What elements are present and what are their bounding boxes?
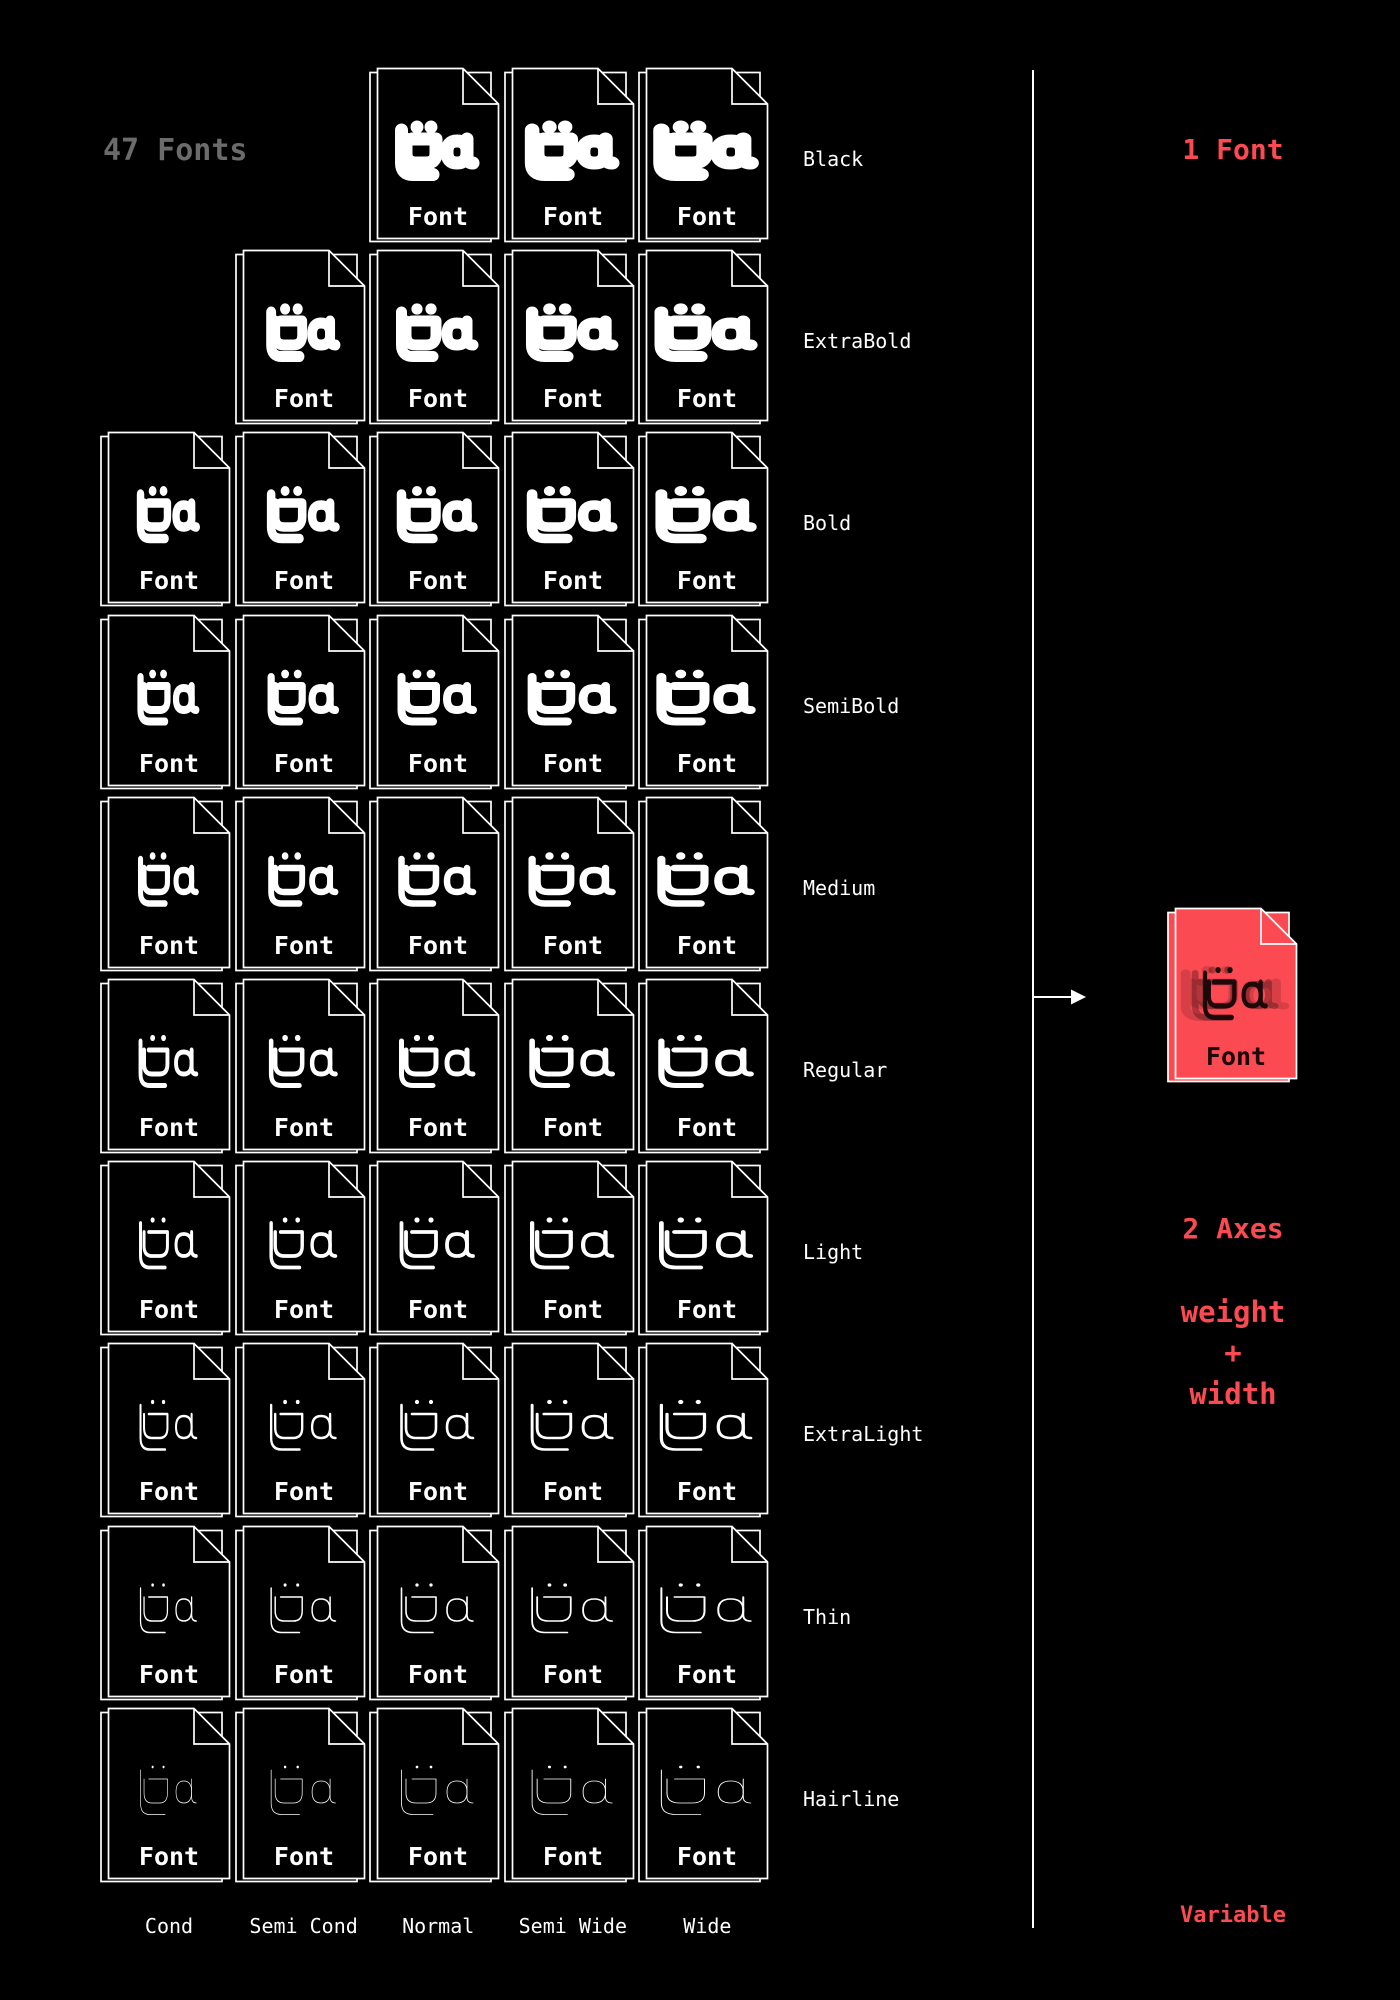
qaf-dot-1 (283, 1400, 287, 1404)
a-stem (605, 139, 612, 163)
font-file-bold-semi-wide (504, 431, 635, 607)
font-file-semibold-semi-cond (235, 614, 366, 790)
qaf-dot-1 (545, 852, 553, 859)
font-file-icon (638, 1342, 769, 1518)
file-label: Font (677, 1477, 738, 1507)
file-label: Font (408, 930, 469, 960)
weight-label-semibold: SemiBold (803, 693, 900, 718)
qaf-dot-2 (561, 852, 569, 859)
qaf-dot-2 (430, 1583, 433, 1586)
qaf-dot-2 (694, 852, 703, 859)
qaf-dot-1 (679, 1765, 682, 1768)
qaf-dot-2 (162, 1400, 165, 1404)
qaf-dot-1 (415, 1218, 420, 1223)
file-label: Font (273, 1477, 334, 1507)
qaf-dot-2 (563, 1583, 567, 1586)
font-file-icon (369, 1342, 500, 1518)
font-file-icon (369, 796, 500, 972)
qaf-dot-1 (416, 1765, 419, 1768)
font-file-icon (369, 614, 500, 790)
qaf-dot-1 (673, 121, 689, 134)
file-label: Font (138, 1295, 200, 1325)
file-label: Font (542, 1841, 603, 1871)
font-file-icon (638, 796, 769, 972)
file-label: Font (677, 930, 738, 960)
font-file-light-cond (100, 1160, 231, 1336)
a-stem (744, 321, 752, 345)
width-label-normal: Normal (402, 1914, 475, 1938)
weight-label-hairline: Hairline (803, 1786, 900, 1811)
weight-label-light: Light (803, 1240, 864, 1265)
font-file-semibold-normal (369, 614, 500, 790)
qaf-dot-1 (676, 669, 687, 678)
file-label: Font (542, 1113, 603, 1142)
font-file-icon (235, 614, 366, 790)
qaf-dot-2 (293, 669, 301, 678)
font-file-icon (100, 796, 231, 972)
qaf-dot-2 (296, 1765, 298, 1768)
file-label: Font (542, 566, 603, 596)
file-label: Font (408, 748, 469, 778)
file-label: Font (542, 202, 603, 231)
qaf-dot-2 (294, 852, 301, 859)
font-file-regular-semi-wide (504, 978, 635, 1154)
font-file-thin-semi-cond (235, 1525, 366, 1701)
font-file-icon (638, 431, 769, 607)
font-file-icon (235, 249, 366, 425)
font-file-medium-semi-cond (235, 796, 366, 972)
qaf-dot-2 (692, 486, 704, 496)
font-file-bold-semi-cond (235, 431, 366, 607)
font-file-icon (504, 431, 635, 607)
qaf-dot-1 (283, 1583, 286, 1586)
qaf-dot-2 (160, 486, 168, 496)
font-file-icon (100, 1160, 231, 1336)
font-file-icon (504, 1342, 635, 1518)
font-file-thin-normal (369, 1525, 500, 1701)
qaf-dot-1 (280, 304, 290, 315)
qaf-dot-1 (678, 1218, 684, 1223)
file-label: Font (542, 748, 603, 778)
qaf-dot-1 (679, 1583, 683, 1586)
font-file-icon (235, 978, 366, 1154)
qaf-dot-2 (427, 669, 436, 678)
qaf-dot-2 (692, 304, 706, 315)
font-file-black-normal (369, 67, 500, 243)
qaf-dot-2 (293, 486, 302, 496)
qaf-dot-2 (562, 1218, 568, 1223)
font-file-icon (369, 431, 500, 607)
file-label: Font (273, 566, 334, 596)
font-file-extralight-cond (100, 1342, 231, 1518)
font-file-black-semi-wide (504, 67, 635, 243)
font-file-icon (638, 249, 769, 425)
qaf-dot-2 (695, 1218, 701, 1223)
font-file-icon (235, 1525, 366, 1701)
qaf-dot-1 (546, 1035, 553, 1041)
file-label: Font (408, 1477, 469, 1507)
file-label: Font (677, 1659, 738, 1689)
qaf-dot-1 (542, 121, 556, 134)
font-file-icon (369, 1707, 500, 1883)
file-label: Font (542, 930, 603, 960)
file-label: Font (138, 1841, 200, 1871)
qaf-dot-1 (412, 486, 422, 496)
a-stem (330, 321, 335, 345)
qaf-dot-2 (559, 304, 572, 315)
font-file-icon (638, 1707, 769, 1883)
file-label: Font (408, 1841, 469, 1871)
font-file-icon (504, 614, 635, 790)
a-stem (605, 321, 612, 345)
file-label: Font (273, 384, 334, 414)
weight-axis-label: weight (1180, 1295, 1286, 1329)
qaf-dot-2 (162, 1218, 166, 1223)
qaf-dot-2 (696, 1400, 701, 1404)
file-label: Font (138, 566, 200, 596)
qaf-dot-1 (150, 1035, 155, 1041)
qaf-dot-1 (281, 852, 288, 859)
qaf-dot-1 (546, 1218, 552, 1223)
file-label: Font (273, 1659, 334, 1689)
font-file-regular-cond (100, 978, 231, 1154)
font-file-thin-cond (100, 1525, 231, 1701)
qaf-dot-1 (544, 669, 554, 678)
font-file-icon (100, 1707, 231, 1883)
font-file-extrabold-semi-cond (235, 249, 366, 425)
qaf-dot-2 (560, 669, 570, 678)
variable-font-file (1167, 907, 1298, 1087)
font-file-icon (235, 796, 366, 972)
qaf-dot-2 (563, 1400, 568, 1404)
qaf-dot-1 (149, 669, 156, 678)
font-file-icon (504, 978, 635, 1154)
file-label: Font (408, 566, 469, 596)
font-file-extralight-semi-wide (504, 1342, 635, 1518)
qaf-dot-2 (292, 304, 302, 315)
font-file-icon (504, 796, 635, 972)
font-file-thin-semi-wide (504, 1525, 635, 1701)
font-file-icon (100, 1342, 231, 1518)
font-file-light-semi-cond (235, 1160, 366, 1336)
qaf-dot-2 (1227, 967, 1232, 973)
qaf-dot-2 (561, 1035, 568, 1041)
qaf-dot-1 (151, 1583, 154, 1586)
qaf-dot-1 (413, 669, 422, 678)
qaf-dot-2 (427, 852, 434, 859)
qaf-dot-1 (151, 1218, 155, 1223)
axes-names (1123, 1292, 1343, 1415)
qaf-dot-1 (415, 1400, 419, 1404)
qaf-dot-2 (295, 1400, 299, 1404)
fonts-count-label: 47 Fonts (103, 133, 248, 168)
qaf-dot-2 (430, 1765, 433, 1768)
font-file-extrabold-normal (369, 249, 500, 425)
qaf-dot-2 (295, 1218, 300, 1223)
qaf-dot-1 (547, 1583, 551, 1586)
font-file-hairline-wide (638, 1707, 769, 1883)
font-file-icon (638, 1525, 769, 1701)
qaf-dot-1 (416, 1583, 419, 1586)
file-label: Font (273, 1295, 334, 1325)
font-file-hairline-normal (369, 1707, 500, 1883)
font-file-extralight-normal (369, 1342, 500, 1518)
font-file-black-wide (638, 67, 769, 243)
file-label: Font (408, 1659, 469, 1689)
qaf-dot-1 (282, 1218, 287, 1223)
qaf-dot-2 (429, 1218, 434, 1223)
weight-label-bold: Bold (803, 511, 852, 536)
font-file-medium-cond (100, 796, 231, 972)
file-label: Font (408, 1295, 469, 1325)
font-file-icon (504, 1160, 635, 1336)
font-file-light-semi-wide (504, 1160, 635, 1336)
font-file-icon (504, 249, 635, 425)
a-stem (467, 139, 473, 163)
qaf-dot-2 (695, 1035, 703, 1041)
font-file-hairline-semi-wide (504, 1707, 635, 1883)
font-file-extralight-semi-cond (235, 1342, 366, 1518)
font-file-icon (369, 1525, 500, 1701)
weight-label-medium: Medium (803, 875, 876, 900)
font-file-extrabold-wide (638, 249, 769, 425)
font-file-bold-normal (369, 431, 500, 607)
font-file-icon (369, 67, 500, 243)
file-label: Font (542, 384, 603, 414)
qaf-dot-1 (283, 1765, 285, 1768)
font-file-icon (235, 1707, 366, 1883)
file-label: Font (677, 384, 738, 414)
font-file-extrabold-semi-wide (504, 249, 635, 425)
font-file-extralight-wide (638, 1342, 769, 1518)
file-label: Font (677, 566, 738, 596)
font-file-icon (100, 1525, 231, 1701)
one-font-label: 1 Font (1182, 133, 1284, 166)
file-label: Font (542, 1477, 603, 1507)
qaf-dot-2 (697, 1583, 701, 1586)
qaf-dot-1 (281, 669, 289, 678)
qaf-dot-2 (563, 1765, 566, 1768)
plus-sign: + (1224, 1336, 1242, 1370)
file-label: Font (677, 1295, 738, 1325)
qaf-dot-2 (429, 1400, 433, 1404)
arrow-head (1071, 990, 1086, 1005)
font-file-icon (638, 1160, 769, 1336)
file-label: Font (273, 930, 334, 960)
width-axis-label: width (1189, 1377, 1277, 1411)
font-file-icon (369, 978, 500, 1154)
file-label: Font (273, 1841, 334, 1871)
font-file-icon (369, 1160, 500, 1336)
qaf-dot-2 (559, 486, 570, 496)
a-stem (744, 139, 752, 163)
weight-label-extrabold: ExtraBold (803, 329, 912, 354)
file-label: Font (273, 748, 334, 778)
file-label: Font (273, 1113, 334, 1142)
qaf-dot-1 (677, 1035, 685, 1041)
qaf-dot-2 (693, 669, 704, 678)
font-file-hairline-cond (100, 1707, 231, 1883)
variable-label: Variable (1180, 1903, 1286, 1928)
qaf-dot-1 (282, 1035, 288, 1041)
font-file-icon (504, 1707, 635, 1883)
font-file-hairline-semi-cond (235, 1707, 366, 1883)
qaf-dot-1 (544, 486, 555, 496)
axes-count-label: 2 Axes (1182, 1212, 1284, 1245)
font-file-semibold-cond (100, 614, 231, 790)
file-label: Font (138, 1113, 200, 1142)
qaf-dot-2 (697, 1765, 700, 1768)
weight-label-black: Black (803, 147, 864, 171)
qaf-dot-2 (425, 121, 438, 134)
qaf-dot-2 (426, 304, 437, 315)
file-label: Font (1205, 1042, 1267, 1071)
qaf-dot-1 (412, 304, 423, 315)
font-file-light-normal (369, 1160, 500, 1336)
font-file-icon (100, 431, 231, 607)
weight-label-regular: Regular (803, 1058, 888, 1082)
font-file-icon (235, 1160, 366, 1336)
qaf-dot-1 (150, 852, 156, 859)
file-label: Font (138, 930, 200, 960)
font-file-icon (100, 614, 231, 790)
variable-font-file-icon (1167, 907, 1298, 1083)
qaf-dot-2 (162, 1583, 165, 1586)
file-label: Font (677, 748, 738, 778)
font-file-icon (638, 67, 769, 243)
qaf-dot-2 (161, 1035, 166, 1041)
font-file-icon (504, 67, 635, 243)
qaf-dot-1 (411, 121, 424, 134)
font-file-medium-normal (369, 796, 500, 972)
qaf-dot-1 (414, 1035, 420, 1041)
qaf-dot-1 (548, 1765, 551, 1768)
arrow-right-icon (1033, 986, 1087, 1008)
qaf-dot-1 (676, 852, 685, 859)
width-label-semi-wide: Semi Wide (518, 1914, 627, 1938)
font-file-icon (369, 249, 500, 425)
qaf-dot-1 (1209, 966, 1217, 973)
font-file-medium-wide (638, 796, 769, 972)
qaf-dot-1 (547, 1400, 552, 1404)
qaf-dot-1 (674, 304, 688, 315)
qaf-dot-1 (280, 486, 289, 496)
width-label-cond: Cond (144, 1914, 194, 1938)
file-label: Font (138, 1659, 200, 1689)
weight-label-thin: Thin (803, 1604, 852, 1629)
width-label-wide: Wide (683, 1914, 732, 1938)
font-file-regular-normal (369, 978, 500, 1154)
file-label: Font (138, 1477, 200, 1507)
font-file-semibold-wide (638, 614, 769, 790)
qaf-dot-1 (1216, 967, 1221, 973)
font-file-regular-semi-cond (235, 978, 366, 1154)
qaf-dot-2 (161, 852, 167, 859)
qaf-dot-1 (152, 1765, 154, 1768)
qaf-dot-2 (426, 486, 436, 496)
file-label: Font (138, 748, 200, 778)
qaf-dot-2 (558, 121, 572, 134)
font-file-icon (638, 978, 769, 1154)
qaf-dot-2 (428, 1035, 434, 1041)
file-label: Font (408, 384, 469, 414)
file-label: Font (677, 1113, 738, 1142)
qaf-dot-2 (162, 1765, 164, 1768)
font-file-icon (100, 978, 231, 1154)
font-file-icon (235, 1342, 366, 1518)
weight-label-extralight: ExtraLight (803, 1422, 924, 1447)
qaf-dot-1 (679, 1400, 684, 1404)
qaf-dot-1 (543, 304, 556, 315)
font-file-medium-semi-wide (504, 796, 635, 972)
font-file-icon (235, 431, 366, 607)
file-label: Font (408, 202, 469, 231)
file-label: Font (677, 202, 738, 231)
file-label: Font (542, 1659, 603, 1689)
font-file-icon (504, 1525, 635, 1701)
font-file-bold-wide (638, 431, 769, 607)
qaf-dot-1 (675, 486, 687, 496)
qaf-dot-1 (149, 486, 157, 496)
font-file-semibold-semi-wide (504, 614, 635, 790)
font-file-bold-cond (100, 431, 231, 607)
file-label: Font (677, 1841, 738, 1871)
qaf-dot-1 (151, 1400, 154, 1404)
qaf-dot-2 (296, 1583, 299, 1586)
file-label: Font (542, 1295, 603, 1325)
font-file-regular-wide (638, 978, 769, 1154)
width-label-semi-cond: Semi Cond (249, 1914, 358, 1938)
qaf-dot-1 (413, 852, 420, 859)
qaf-dot-2 (691, 121, 707, 134)
qaf-dot-2 (295, 1035, 301, 1041)
font-file-light-wide (638, 1160, 769, 1336)
font-file-thin-wide (638, 1525, 769, 1701)
file-label: Font (408, 1113, 469, 1142)
font-file-icon (638, 614, 769, 790)
qaf-dot-2 (160, 669, 167, 678)
a-stem (467, 321, 473, 345)
